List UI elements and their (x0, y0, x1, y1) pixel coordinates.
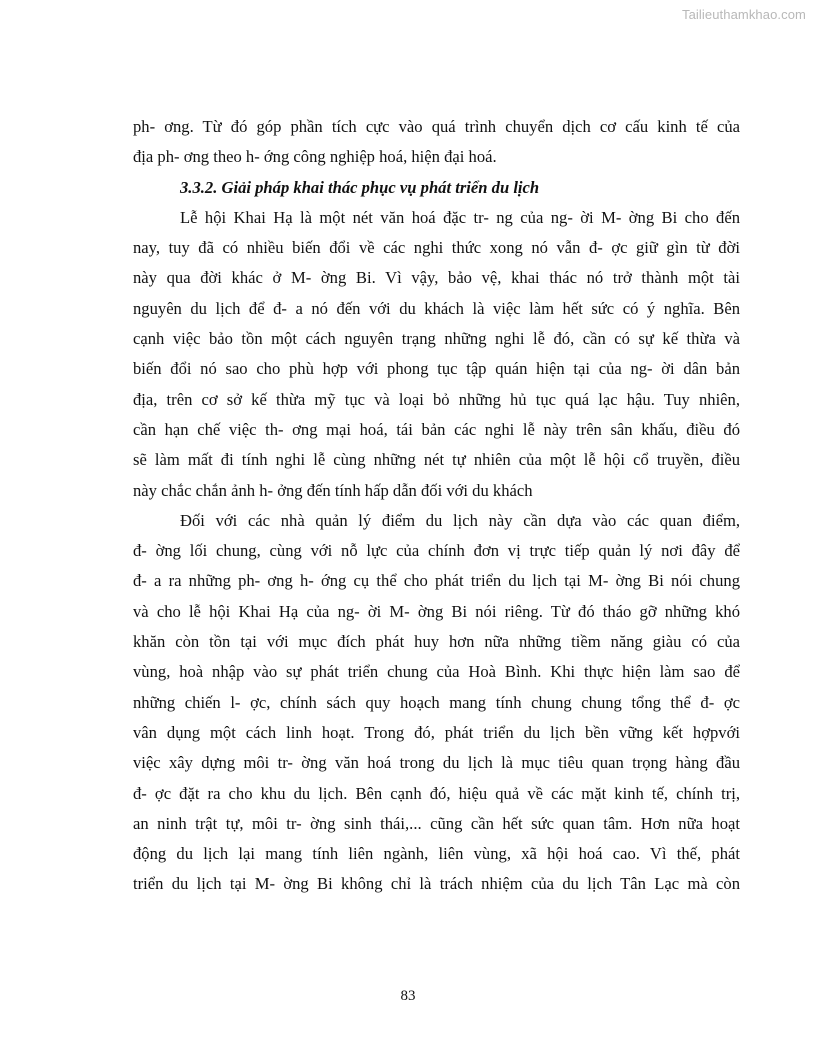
text-line: đ- ờng lối chung, cùng với nỗ lực của chính đơn vị trực tiếp quản lý nơi đây để (133, 541, 740, 561)
watermark: Tailieuthamkhao.com (681, 7, 806, 22)
text-line: sẽ làm mất đi tính nghi lễ cùng những nét tự nhiên của một lễ hội cổ truyền, điều (133, 450, 740, 470)
text-line: nay, tuy đã có nhiều biến đổi về các nghi thức xong nó vẫn đ- ợc giữ gìn từ đời (133, 238, 740, 258)
text-line: những chiến l- ợc, chính sách quy hoạch mang tính chung chung tổng thể đ- ợc (133, 692, 740, 712)
page-number: 83 (400, 988, 416, 1004)
text-line: đ- ợc đặt ra cho khu du lịch. Bên cạnh đó, hiệu quả về các mặt kinh tế, chính trị, (133, 783, 740, 803)
text-line: an ninh trật tự, môi tr- ờng sinh thái,... cũng cần hết sức quan tâm. Hơn nữa hoạt (133, 813, 740, 833)
text-line: đ- a ra những ph- ơng h- ớng cụ thể cho phát triển du lịch tại M- ờng Bi nói chung (133, 571, 740, 591)
text-line: và cho lễ hội Khai Hạ của ng- ời M- ờng Bi nói riêng. Từ đó tháo gỡ những khó (133, 601, 740, 621)
text-line: này qua đời khác ở M- ờng Bi. Vì vậy, bảo vệ, khai thác nó trở thành một tài (133, 268, 740, 288)
text-line: khăn còn tồn tại với mục đích phát huy hơn nữa những tiềm năng giàu có của (133, 632, 740, 652)
text-line: cần hạn chế việc th- ơng mại hoá, tái bản các nghi lễ này trên sân khấu, điều đó (133, 419, 740, 439)
text-line: vùng, hoà nhập vào sự phát triển chung của Hoà Bình. Khi thực hiện làm sao để (133, 662, 740, 682)
section-heading: 3.3.2. Giải pháp khai thác phục vụ phát triển du lịch (180, 177, 540, 197)
text-line: vân dụng một cách linh hoạt. Trong đó, phát triển du lịch bền vững kết hợpvới (133, 722, 740, 742)
text-line: triển du lịch tại M- ờng Bi không chỉ là trách nhiệm của du lịch Tân Lạc mà còn (133, 874, 740, 894)
text-line: cạnh việc bảo tồn một cách nguyên trạng những nghi lễ đó, cần có sự kế thừa và (133, 329, 740, 349)
text-line: động du lịch lại mang tính liên ngành, liên vùng, xã hội hoá cao. Vì thế, phát (133, 844, 740, 864)
text-line: biến đổi nó sao cho phù hợp với phong tục tập quán hiện tại của ng- ời dân bản (133, 359, 740, 379)
text-line: Lễ hội Khai Hạ là một nét văn hoá đặc tr- ng của ng- ời M- ờng Bi cho đến (180, 207, 740, 227)
text-line: địa, trên cơ sở kế thừa mỹ tục và loại bỏ những hủ tục quá lạc hậu. Tuy nhiên, (133, 389, 740, 409)
text-line: nguyên du lịch để đ- a nó đến với du khách là việc làm hết sức có ý nghĩa. Bên (133, 298, 740, 318)
text-line: địa ph- ơng theo h- ớng công nghiệp hoá, hiện đại hoá. (133, 147, 497, 167)
text-line: việc xây dựng môi tr- ờng văn hoá trong du lịch là mục tiêu quan trọng hàng đầu (133, 753, 740, 773)
text-line: Đối với các nhà quản lý điểm du lịch này cần dựa vào các quan điểm, (180, 510, 740, 530)
text-line: ph- ơng. Từ đó góp phần tích cực vào quá trình chuyển dịch cơ cấu kinh tế của (133, 117, 740, 136)
page-body (133, 112, 740, 900)
text-line: này chắc chắn ảnh h- ởng đến tính hấp dẫn đối với du khách (133, 480, 533, 500)
